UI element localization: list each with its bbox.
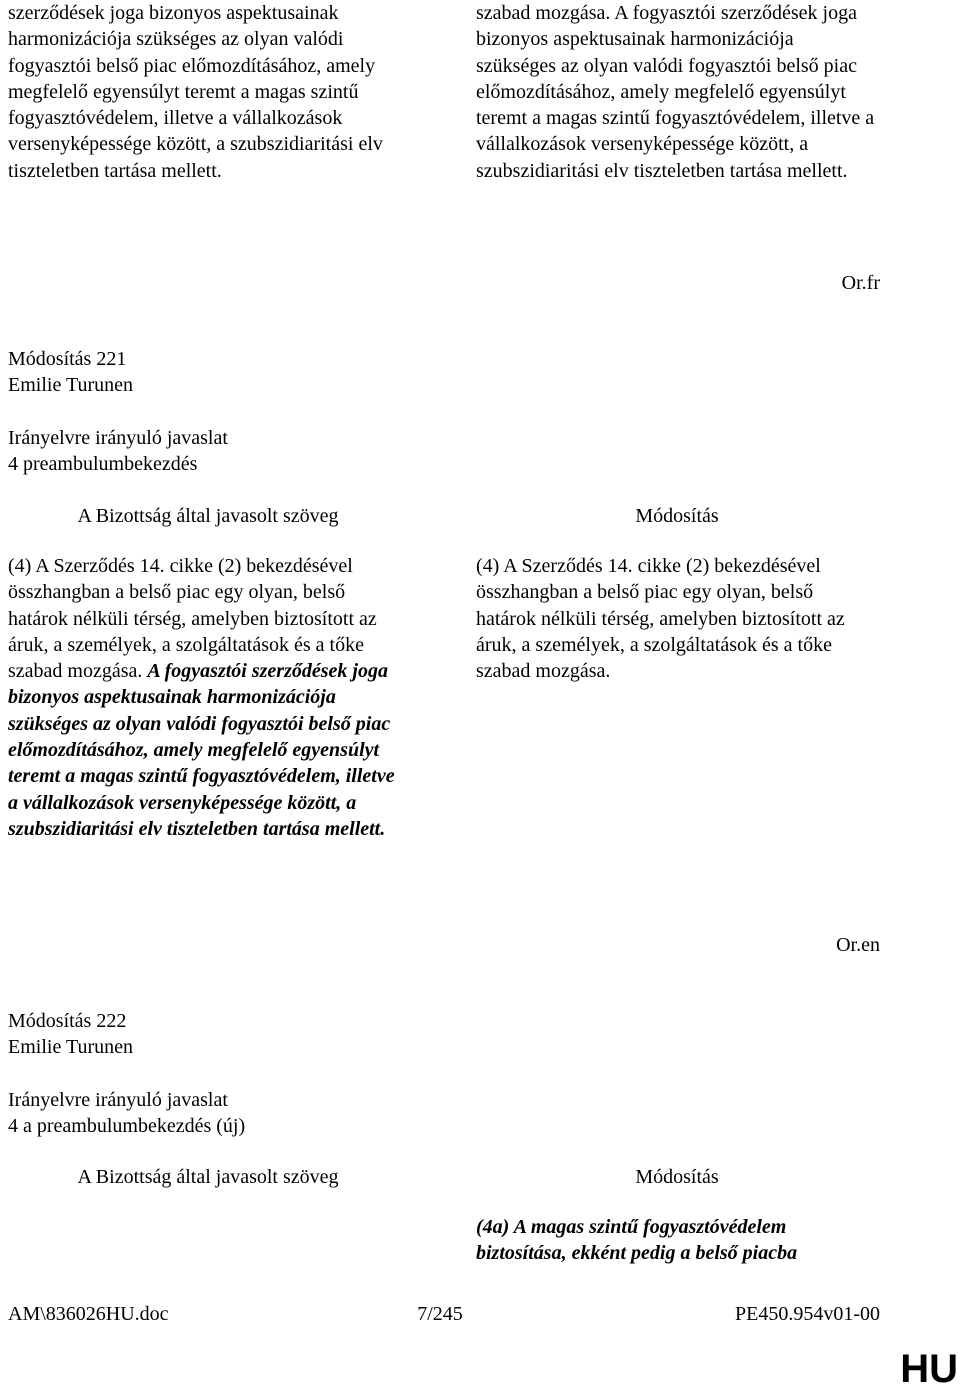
amended-text xyxy=(476,553,878,684)
pe-reference: PE450.954v01-00 xyxy=(735,1303,880,1325)
language-tag: HU xyxy=(900,1347,958,1391)
amendment-author: Emilie Turunen xyxy=(8,1036,134,1059)
commission-text-plain: (4) A Szerződés 14. cikke (2) bekezdésével összhangban a belső piac egy olyan, belső határok nélküli térség, amelyben biztosított az áruk, a személyek, a szolgáltatások és a tőke szabad mozgása. xyxy=(8,555,377,683)
amendment-author: Emilie Turunen xyxy=(8,374,134,397)
recital-reference: 4 preambulumbekezdés xyxy=(8,452,198,475)
top-left-paragraph: szerződések joga bizonyos aspektusainak harmonizációja szükséges az olyan valódi fogyasztói belső piac előmozdításához, amely megfelelő egyensúlyt teremt a magas szintű fogyasztóvédelem, illetve a vállalkozások versenyképessége között, a szubszidiaritási elv tiszteletben tartása mellett. xyxy=(8,2,383,182)
amendment-222-header xyxy=(8,1008,608,1139)
document-reference: AM\836026HU.doc xyxy=(8,1303,169,1325)
amendment-title: Módosítás 222 xyxy=(8,1010,127,1032)
top-right-paragraph xyxy=(476,0,878,184)
top-right-text xyxy=(476,0,878,184)
proposal-type: Irányelvre irányuló javaslat xyxy=(8,426,228,449)
page-footer xyxy=(0,1301,960,1327)
new-recital-text: (4a) A magas szintű fogyasztóvédelem biztosítása, ekként pedig a belső piacba xyxy=(476,1216,798,1265)
page-number: 7/245 xyxy=(417,1303,463,1325)
top-left-text xyxy=(8,0,408,184)
recital-reference: 4 a preambulumbekezdés (új) xyxy=(8,1114,246,1137)
top-right-plain: szabad mozgása. xyxy=(476,2,615,24)
origin-language-fr: Or.fr xyxy=(841,272,880,294)
proposal-type: Irányelvre irányuló javaslat xyxy=(8,1088,228,1111)
amended-text xyxy=(476,1214,878,1267)
commission-text xyxy=(8,553,408,842)
origin-language-en: Or.en xyxy=(836,934,880,956)
amendment-title: Módosítás 221 xyxy=(8,348,127,370)
amendment-221-header xyxy=(8,346,608,477)
top-right-amended: A fogyasztói szerződések joga bizonyos aspektusainak harmonizációja szükséges az olyan valódi fogyasztói belső piac előmozdításához, amely megfelelő egyensúlyt teremt a magas szintű fogyasztóvédelem, illetve a vállalkozások versenyképessége között, a szubszidiaritási elv tiszteletben tartása mellett. xyxy=(476,2,875,182)
amended-text-paragraph: (4) A Szerződés 14. cikke (2) bekezdésével összhangban a belső piac egy olyan, belső határok nélküli térség, amelyben biztosított az áruk, a személyek, a szolgáltatások és a tőke szabad mozgása. xyxy=(476,555,845,683)
amendment-header: Módosítás xyxy=(635,505,719,527)
commission-text-header: A Bizottság által javasolt szöveg xyxy=(77,1166,339,1188)
commission-text-header: A Bizottság által javasolt szöveg xyxy=(77,505,339,527)
amendment-header: Módosítás xyxy=(635,1166,719,1188)
commission-text-deleted: A fogyasztói szerződések joga bizonyos aspektusainak harmonizációja szükséges az olyan valódi fogyasztói belső piac előmozdításához, amely megfelelő egyensúlyt teremt a magas szintű fogyasztóvédelem, illetve a vállalkozások versenyképessége között, a szubszidiaritási elv tiszteletben tartása mellett. xyxy=(8,660,395,840)
